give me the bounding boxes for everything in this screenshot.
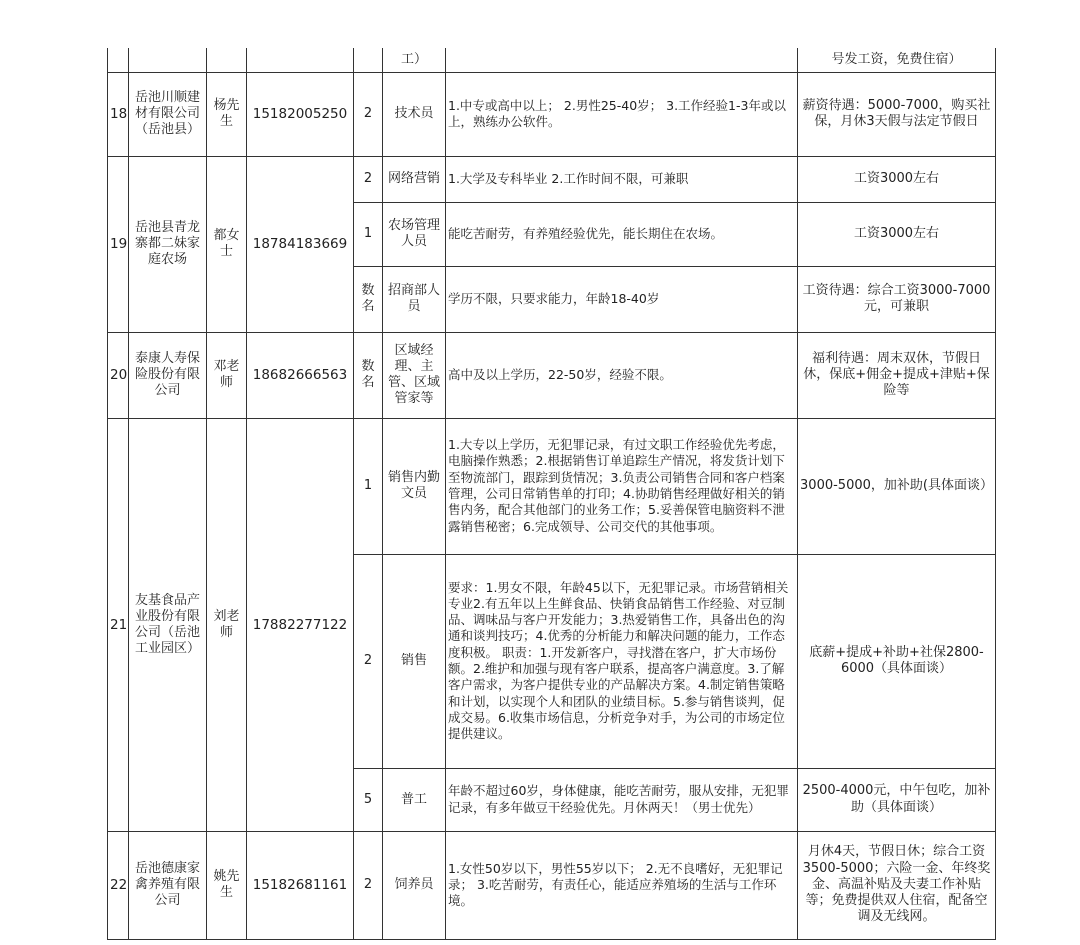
- count-cell: 数名: [354, 266, 383, 332]
- phone-cell: 18784183669: [247, 156, 354, 332]
- position-cell: 网络营销: [383, 156, 446, 202]
- position-cell: 销售内勤文员: [383, 418, 446, 554]
- requirements-cell: 能吃苦耐劳，有养殖经验优先，能长期住在农场。: [446, 202, 798, 266]
- requirements-cell: 1.女性50岁以下，男性55岁以下； 2.无不良嗜好，无犯罪记录； 3.吃苦耐劳，有责任心，能适应养殖场的生活与工作环境。: [446, 831, 798, 939]
- phone-cell: 15182005250: [247, 72, 354, 156]
- phone-cell: 17882277122: [247, 418, 354, 831]
- table-row: [108, 156, 996, 202]
- company-cell: [129, 48, 207, 72]
- table-row: [108, 332, 996, 418]
- contact-cell: 都女士: [207, 156, 247, 332]
- benefits-cell: 工资待遇：综合工资3000-7000元，可兼职: [798, 266, 996, 332]
- position-cell: 农场管理人员: [383, 202, 446, 266]
- requirements-cell: 高中及以上学历，22-50岁，经验不限。: [446, 332, 798, 418]
- benefits-cell: 底薪+提成+补助+社保2800-6000（具体面谈）: [798, 554, 996, 768]
- requirements-cell: 1.大学及专科毕业 2.工作时间不限，可兼职: [446, 156, 798, 202]
- requirements-cell: 1.大专以上学历，无犯罪记录，有过文职工作经验优先考虑，电脑操作熟悉；2.根据销售订单追踪生产情况，将发货计划下至物流部门，跟踪到货情况；3.负责公司销售合同和客户档案管理，公司日常销售单的打印；4.协助销售经理做好相关的销售内务，配合其他部门的业务工作；5.妥善保管电脑资料不泄露销售秘密；6.完成领导、公司交代的其他事项。: [446, 418, 798, 554]
- company-name-cell: 泰康人寿保险股份有限公司: [129, 332, 207, 418]
- company-name-cell: 岳池川顺建材有限公司（岳池县）: [129, 72, 207, 156]
- benefits-cell: 福利待遇：周末双休，节假日休，保底+佣金+提成+津贴+保险等: [798, 332, 996, 418]
- benefits-cell: 2500-4000元，中午包吃，加补助（具体面谈）: [798, 768, 996, 831]
- count-cell: 5: [354, 768, 383, 831]
- contact-cell: 杨先生: [207, 72, 247, 156]
- company-name-cell: 友基食品产业股份有限公司（岳池工业园区）: [129, 418, 207, 831]
- index-cell: 18: [108, 72, 129, 156]
- index-cell: 21: [108, 418, 129, 831]
- requirements-cell: 年龄不超过60岁，身体健康，能吃苦耐劳，服从安排，无犯罪记录，有多年做豆干经验优先。月休两天！（男士优先）: [446, 768, 798, 831]
- benefits-cell: 号发工资，免费住宿）: [798, 48, 996, 72]
- benefits-cell: 3000-5000，加补助(具体面谈）: [798, 418, 996, 554]
- count-cell: 2: [354, 72, 383, 156]
- position-cell: 区域经理、主管、区域管家等: [383, 332, 446, 418]
- position-cell: 销售: [383, 554, 446, 768]
- contact-cell: 邓老师: [207, 332, 247, 418]
- index-cell: 19: [108, 156, 129, 332]
- table-row-continuation: [108, 48, 996, 72]
- benefits-cell: 月休4天，节假日休；综合工资3500-5000；六险一金、年终奖金、高温补贴及夫妻工作补贴等；免费提供双人住宿，配备空调及无线网。: [798, 831, 996, 939]
- phone-cell: 18682666563: [247, 332, 354, 418]
- position-cell: 招商部人员: [383, 266, 446, 332]
- position-cell: 工）: [383, 48, 446, 72]
- count-cell: [354, 48, 383, 72]
- count-cell: 2: [354, 554, 383, 768]
- company-name-cell: 岳池德康家禽养殖有限公司: [129, 831, 207, 939]
- index-cell: [108, 48, 129, 72]
- benefits-cell: 薪资待遇：5000-7000，购买社保，月休3天假与法定节假日: [798, 72, 996, 156]
- count-cell: 数名: [354, 332, 383, 418]
- contact-cell: [207, 48, 247, 72]
- position-cell: 饲养员: [383, 831, 446, 939]
- benefits-cell: 工资3000左右: [798, 202, 996, 266]
- position-cell: 普工: [383, 768, 446, 831]
- table-row: [108, 72, 996, 156]
- requirements-cell: 1.中专或高中以上； 2.男性25-40岁； 3.工作经验1-3年或以上，熟练办公软件。: [446, 72, 798, 156]
- contact-cell: 刘老师: [207, 418, 247, 831]
- index-cell: 22: [108, 831, 129, 939]
- requirements-cell: 要求：1.男女不限，年龄45以下，无犯罪记录。市场营销相关专业2.有五年以上生鲜食品、快销食品销售工作经验、对豆制品、调味品与客户开发能力；3.热爱销售工作，具备出色的沟通和谈判技巧；4.优秀的分析能力和解决问题的能力，工作态度积极。 职责：1.开发新客户，寻找潜在客户，扩大市场份额。2.维护和加强与现有客户联系，提高客户满意度。3.了解客户需求，为客户提供专业的产品解决方案。4.制定销售策略和计划，以实现个人和团队的业绩目标。5.参与销售谈判，促成交易。6.收集市场信息，分析竞争对手，为公司的市场定位提供建议。: [446, 554, 798, 768]
- benefits-cell: 工资3000左右: [798, 156, 996, 202]
- contact-cell: 姚先生: [207, 831, 247, 939]
- position-cell: 技术员: [383, 72, 446, 156]
- phone-cell: 15182681161: [247, 831, 354, 939]
- count-cell: 2: [354, 156, 383, 202]
- count-cell: 2: [354, 831, 383, 939]
- count-cell: 1: [354, 202, 383, 266]
- count-cell: 1: [354, 418, 383, 554]
- phone-cell: [247, 48, 354, 72]
- table-row: [108, 418, 996, 554]
- requirements-cell: [446, 48, 798, 72]
- company-name-cell: 岳池县青龙寨都二妹家庭农场: [129, 156, 207, 332]
- recruitment-table: [107, 48, 996, 940]
- index-cell: 20: [108, 332, 129, 418]
- requirements-cell: 学历不限，只要求能力，年龄18-40岁: [446, 266, 798, 332]
- table-row: [108, 831, 996, 939]
